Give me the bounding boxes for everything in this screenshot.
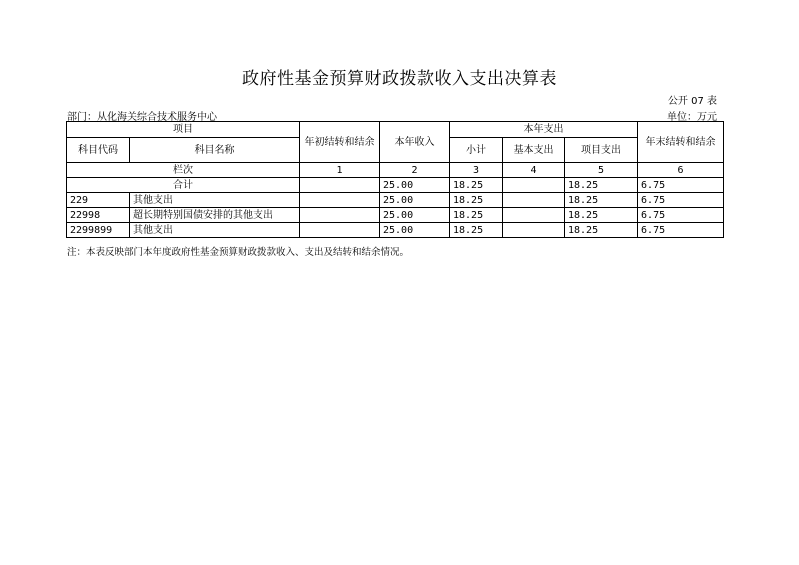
row-code: 2299899 xyxy=(67,223,130,238)
total-subtotal: 18.25 xyxy=(450,178,503,193)
row-name: 其他支出 xyxy=(130,223,300,238)
row-subtotal: 18.25 xyxy=(450,208,503,223)
header-project: 项目 xyxy=(67,122,300,138)
unit-label: 单位：万元 xyxy=(667,112,717,123)
row-subtotal: 18.25 xyxy=(450,193,503,208)
row-project: 18.25 xyxy=(565,223,638,238)
total-basic xyxy=(503,178,565,193)
header-name: 科目名称 xyxy=(130,138,300,163)
header-end-balance: 年末结转和结余 xyxy=(638,122,724,163)
total-label: 合计 xyxy=(67,178,300,193)
row-income: 25.00 xyxy=(380,193,450,208)
total-income: 25.00 xyxy=(380,178,450,193)
row-code: 22998 xyxy=(67,208,130,223)
page-title: 政府性基金预算财政拨款收入支出决算表 xyxy=(242,69,557,89)
column-number: 5 xyxy=(565,163,638,178)
header-project-exp: 项目支出 xyxy=(565,138,638,163)
column-number: 2 xyxy=(380,163,450,178)
row-income: 25.00 xyxy=(380,223,450,238)
column-number: 3 xyxy=(450,163,503,178)
row-basic xyxy=(503,193,565,208)
row-code: 229 xyxy=(67,193,130,208)
header-subtotal: 小计 xyxy=(450,138,503,163)
header-begin-balance: 年初结转和结余 xyxy=(300,122,380,163)
row-project: 18.25 xyxy=(565,208,638,223)
row-name: 超长期特别国债安排的其他支出 xyxy=(130,208,300,223)
column-number: 1 xyxy=(300,163,380,178)
total-begin xyxy=(300,178,380,193)
row-begin xyxy=(300,208,380,223)
row-begin xyxy=(300,223,380,238)
header-basic: 基本支出 xyxy=(503,138,565,163)
header-row-1 xyxy=(67,122,724,138)
row-subtotal: 18.25 xyxy=(450,223,503,238)
row-project: 18.25 xyxy=(565,193,638,208)
row-end: 6.75 xyxy=(638,223,724,238)
form-number: 公开 07 表 xyxy=(667,96,717,107)
total-row xyxy=(67,178,724,193)
column-number: 6 xyxy=(638,163,724,178)
row-basic xyxy=(503,223,565,238)
table-row xyxy=(67,208,724,223)
budget-table xyxy=(66,121,724,238)
table-row xyxy=(67,223,724,238)
total-project: 18.25 xyxy=(565,178,638,193)
header-income: 本年收入 xyxy=(380,122,450,163)
header-code: 科目代码 xyxy=(67,138,130,163)
table-note: 注：本表反映部门本年度政府性基金预算财政拨款收入、支出及结转和结余情况。 xyxy=(67,247,410,258)
row-basic xyxy=(503,208,565,223)
row-end: 6.75 xyxy=(638,208,724,223)
row-income: 25.00 xyxy=(380,208,450,223)
column-number-row xyxy=(67,163,724,178)
department-label: 部门：从化海关综合技术服务中心 xyxy=(67,112,217,123)
row-end: 6.75 xyxy=(638,193,724,208)
header-expenditure: 本年支出 xyxy=(450,122,638,138)
table-row xyxy=(67,193,724,208)
row-begin xyxy=(300,193,380,208)
column-number: 4 xyxy=(503,163,565,178)
row-name: 其他支出 xyxy=(130,193,300,208)
total-end: 6.75 xyxy=(638,178,724,193)
column-number-label: 栏次 xyxy=(67,163,300,178)
